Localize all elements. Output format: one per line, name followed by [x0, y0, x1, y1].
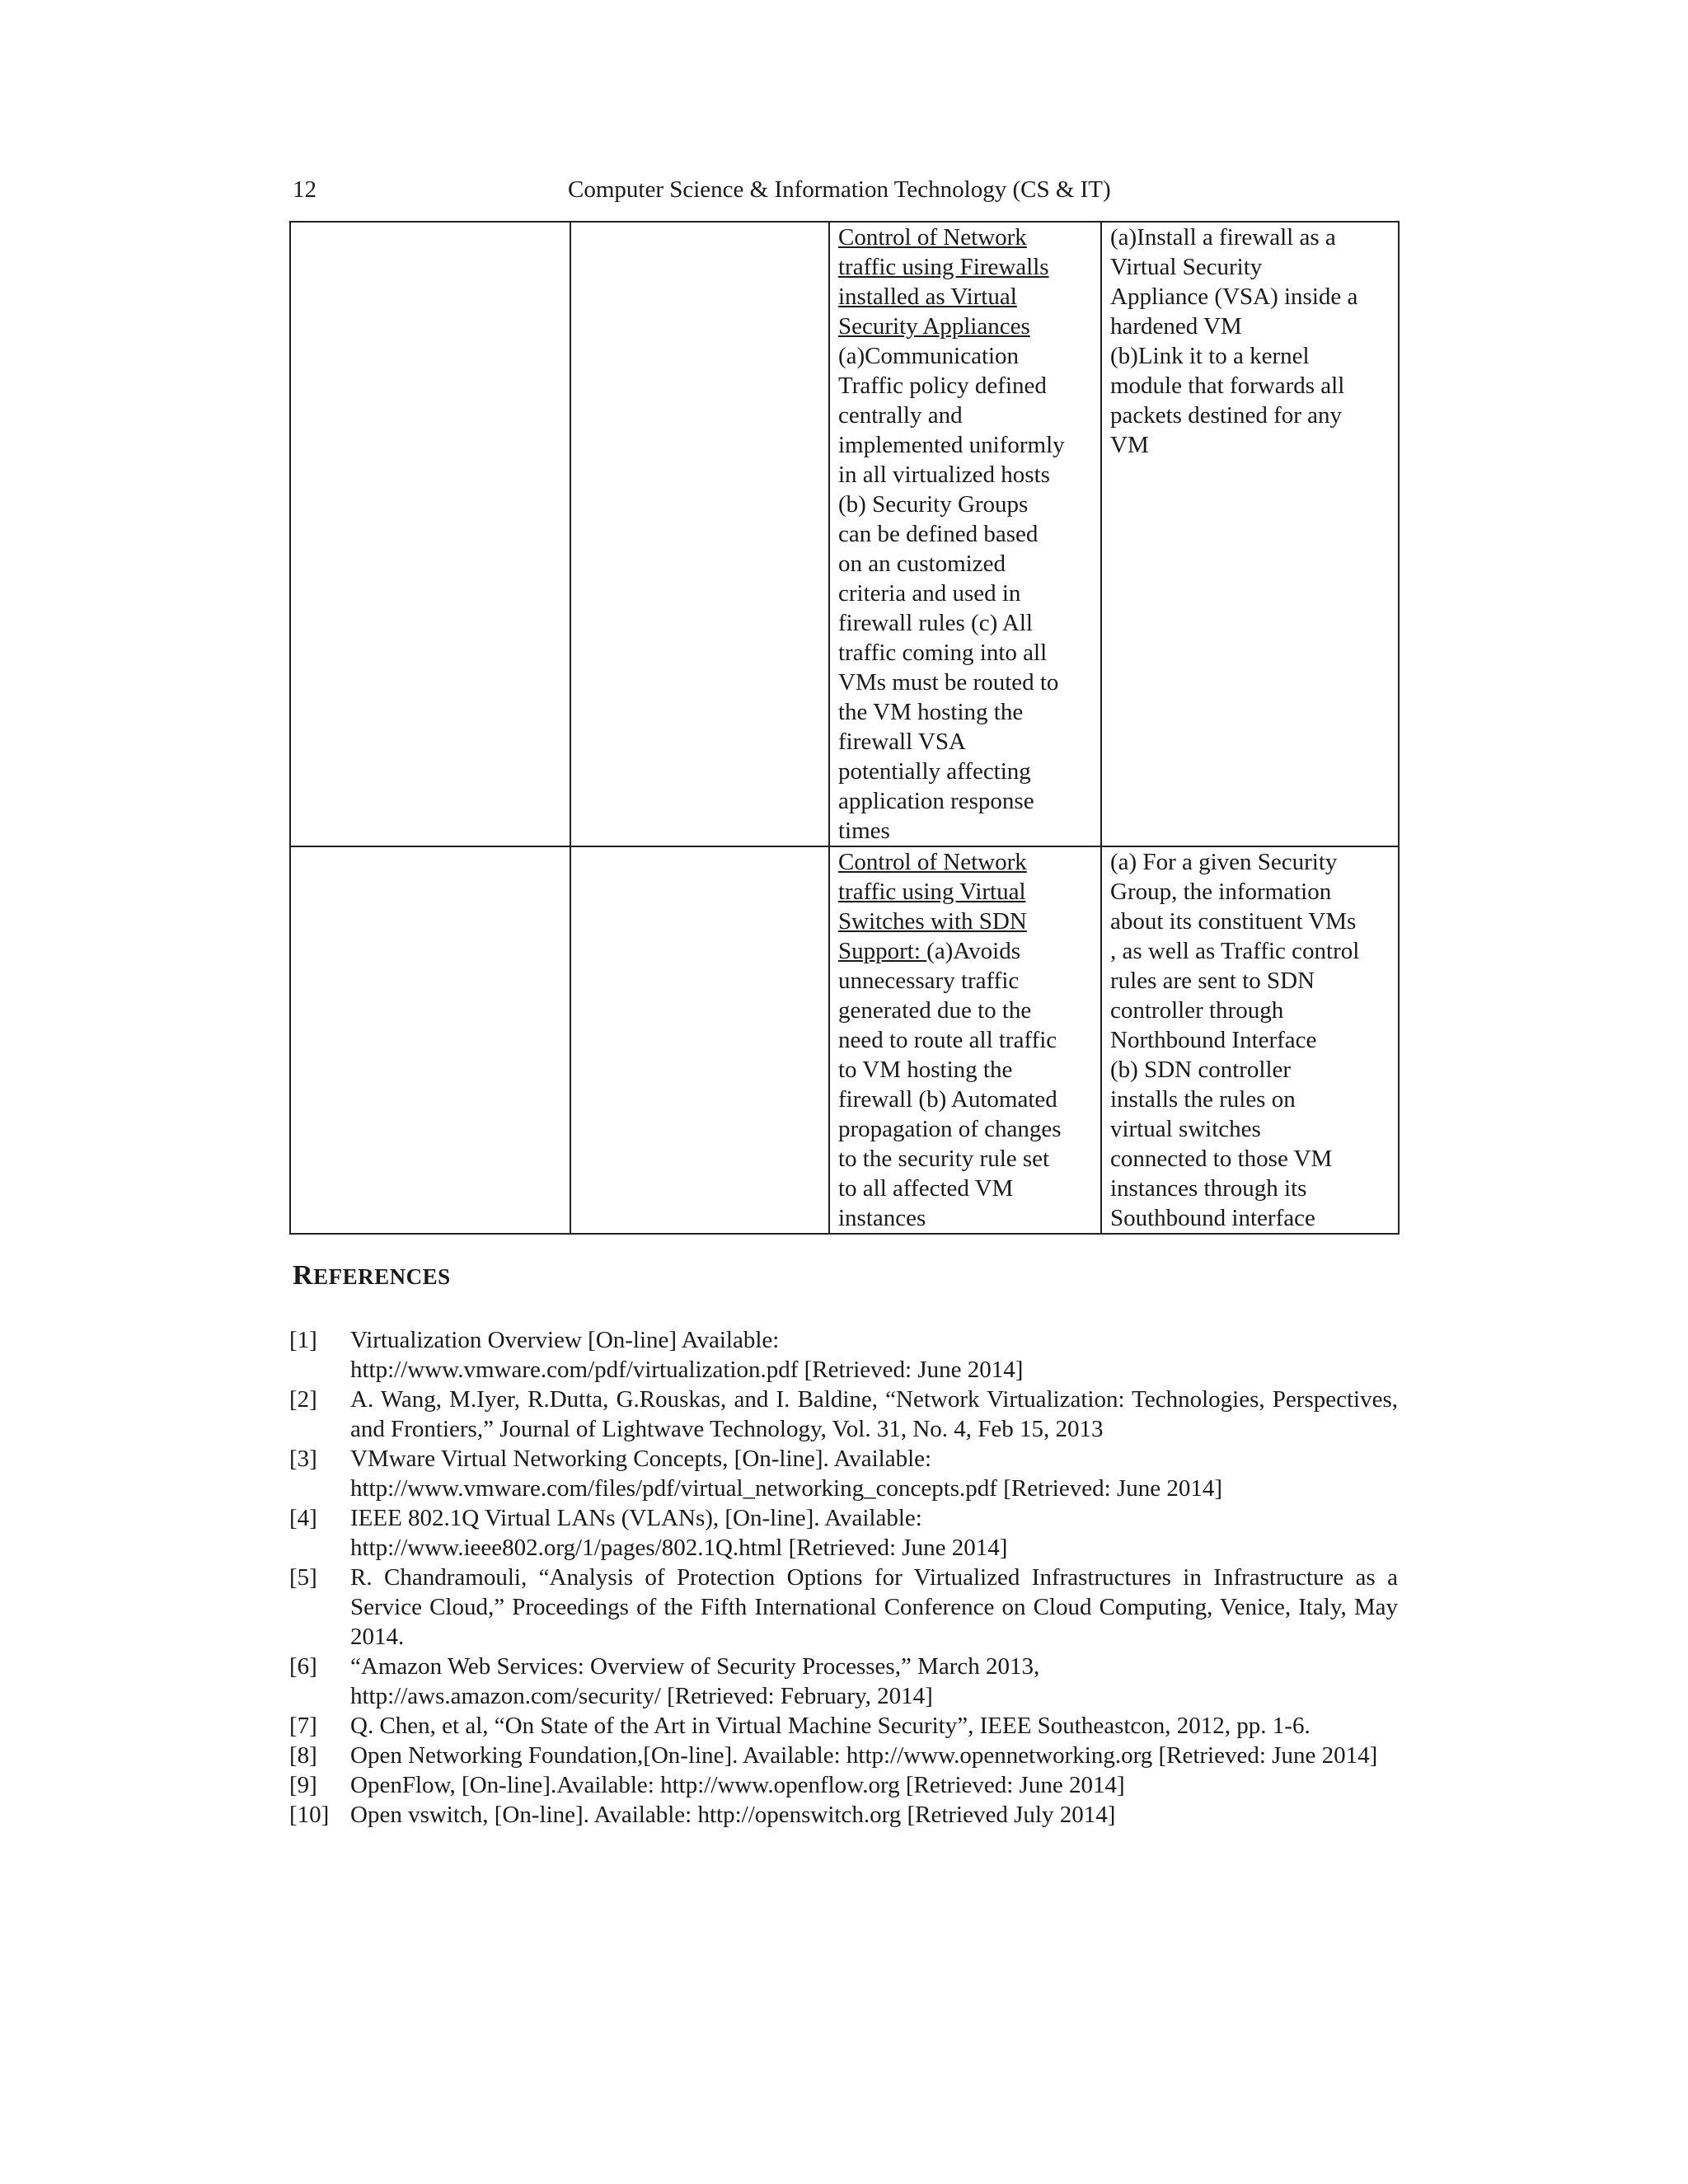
implementation-steps: (a) For a given Security Group, the information about its constituent VMs , as well as Traffic control rules are sent to SDN controller through Northbound Interface (b) SDN controller installs the rules on virtual switches connected to those VM instances through its Southbound interface — [1110, 849, 1360, 1231]
reference-text: Open Networking Foundation,[On-line]. Available: http://www.opennetworking.org [Retrieved: June 2014] — [350, 1742, 1378, 1769]
journal-title: Computer Science & Information Technology (CS & IT) — [568, 176, 1111, 203]
reference-item — [289, 1503, 1398, 1563]
table-cell-col2 — [570, 222, 829, 846]
reference-number: [8] — [289, 1742, 317, 1769]
reference-number: [4] — [289, 1505, 317, 1531]
table-cell-col4 — [1101, 846, 1399, 1234]
reference-text: R. Chandramouli, “Analysis of Protection Options for Virtualized Infrastructures in Infrastructure as a Service Cloud,” Proceedings of the Fifth International Conference on Cloud Computing, Venice, Italy, May 2014. — [350, 1564, 1398, 1650]
reference-number: [2] — [289, 1386, 317, 1413]
reference-number: [10] — [289, 1802, 330, 1828]
reference-number: [5] — [289, 1564, 317, 1591]
reference-text: Open vswitch, [On-line]. Available: http://openswitch.org [Retrieved July 2014] — [350, 1802, 1116, 1828]
reference-number: [1] — [289, 1327, 317, 1353]
table-cell-col1 — [290, 222, 570, 846]
reference-text: IEEE 802.1Q Virtual LANs (VLANs), [On-line]. Available: http://www.ieee802.org/1/pages/802.1Q.html [Retrieved: June 2014] — [350, 1505, 1008, 1561]
table-cell-col4 — [1101, 222, 1399, 846]
approach-heading: Control of Network traffic using Virtual Switches with SDN Support: — [838, 849, 1027, 964]
reference-text: Virtualization Overview [On-line] Available: http://www.vmware.com/pdf/virtualization.pdf [Retrieved: June 2014] — [350, 1327, 1024, 1383]
approach-description: (a)Avoids unnecessary traffic generated due to the need to route all traffic to VM hosting the firewall (b) Automated propagation of changes to the security rule set to all affected VM instances — [838, 938, 1062, 1231]
reference-item — [289, 1444, 1398, 1503]
page-header — [293, 171, 1397, 209]
approach-heading: Control of Network traffic using Firewalls installed as Virtual Security Appliances — [838, 224, 1049, 340]
table-cell-col3 — [829, 222, 1101, 846]
reference-number: [9] — [289, 1772, 317, 1798]
references-list — [289, 1325, 1398, 1830]
reference-item — [289, 1770, 1398, 1800]
table-row — [290, 222, 1399, 846]
reference-text: A. Wang, M.Iyer, R.Dutta, G.Rouskas, and I. Baldine, “Network Virtualization: Technologies, Perspectives, and Frontiers,” Journal of Lightwave Technology, Vol. 31, No. 4, Feb 15, 2013 — [350, 1386, 1398, 1442]
references-heading: REFERENCES — [293, 1260, 451, 1291]
approach-description: (a)Communication Traffic policy defined centrally and implemented uniformly in all virtualized hosts (b) Security Groups can be defined based on an customized criteria and used in firewall rules (c) All traffic coming into all VMs must be routed to the VM hosting the firewall VSA potentially affecting application response times — [838, 343, 1065, 844]
reference-item — [289, 1325, 1398, 1385]
reference-item — [289, 1652, 1398, 1711]
security-approaches-table — [289, 221, 1400, 1235]
reference-text: Q. Chen, et al, “On State of the Art in Virtual Machine Security”, IEEE Southeastcon, 2012, pp. 1-6. — [350, 1713, 1311, 1739]
reference-item — [289, 1563, 1398, 1652]
table-cell-col3 — [829, 846, 1101, 1234]
reference-item — [289, 1385, 1398, 1444]
implementation-steps: (a)Install a firewall as a Virtual Security Appliance (VSA) inside a hardened VM (b)Link it to a kernel module that forwards all packets destined for any VM — [1110, 224, 1358, 458]
reference-item — [289, 1741, 1398, 1770]
table-row — [290, 846, 1399, 1234]
reference-item — [289, 1711, 1398, 1741]
reference-item — [289, 1800, 1398, 1830]
reference-number: [7] — [289, 1713, 317, 1739]
reference-text: OpenFlow, [On-line].Available: http://www.openflow.org [Retrieved: June 2014] — [350, 1772, 1125, 1798]
reference-text: “Amazon Web Services: Overview of Security Processes,” March 2013, http://aws.amazon.com/security/ [Retrieved: February, 2014] — [350, 1653, 1040, 1709]
table-cell-col1 — [290, 846, 570, 1234]
page-number: 12 — [293, 176, 316, 203]
reference-text: VMware Virtual Networking Concepts, [On-line]. Available: http://www.vmware.com/files/pdf/virtual_networking_concepts.pdf [Retrieved: June 2014] — [350, 1446, 1222, 1502]
reference-number: [6] — [289, 1653, 317, 1680]
table-cell-col2 — [570, 846, 829, 1234]
reference-number: [3] — [289, 1446, 317, 1472]
